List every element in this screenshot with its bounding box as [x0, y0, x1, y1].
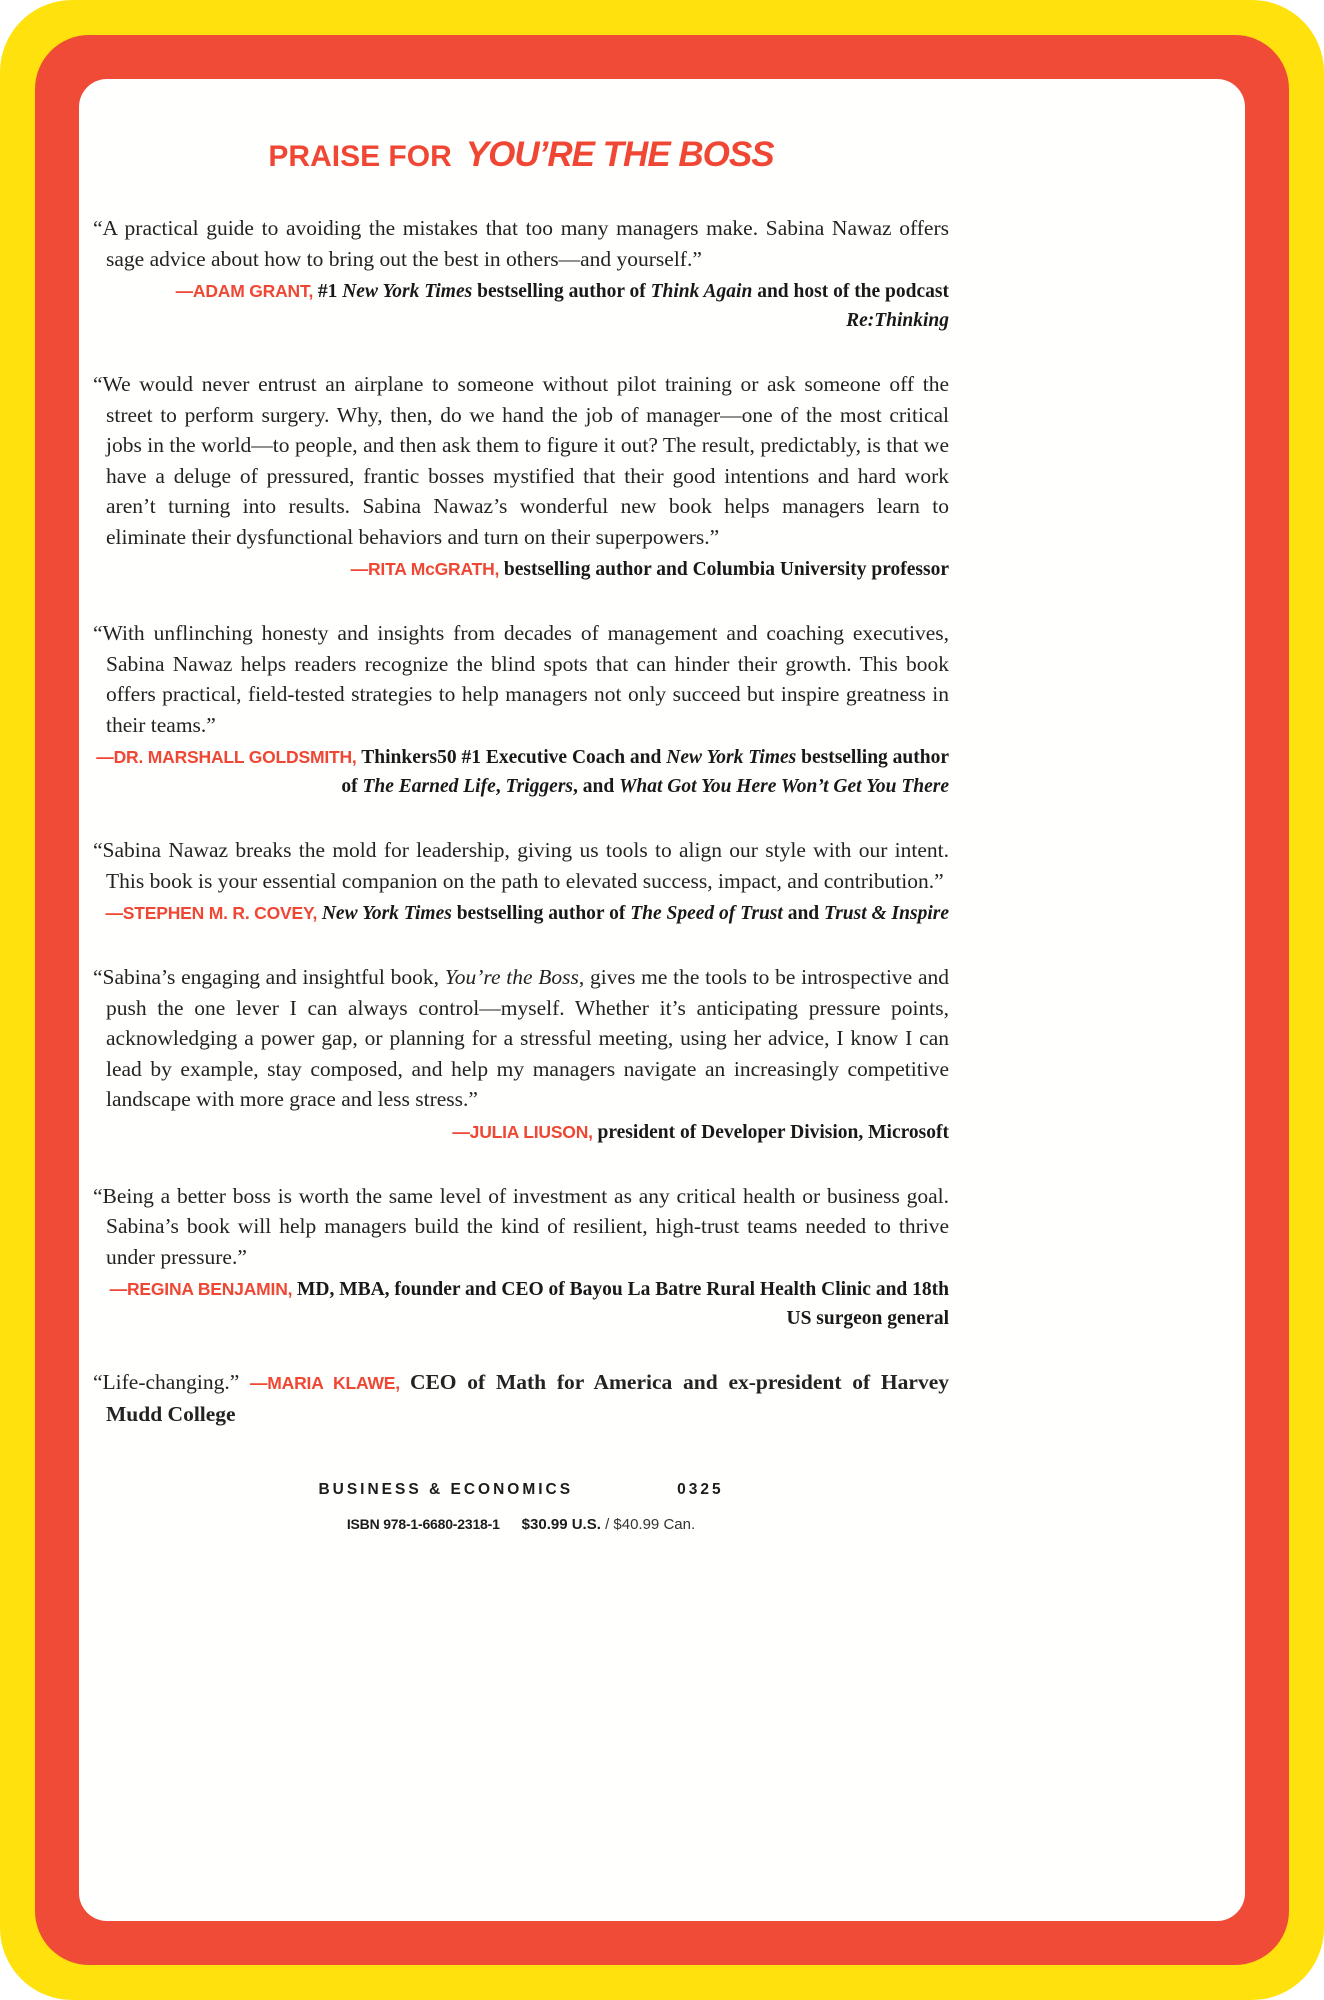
- footer-category-row: [93, 1481, 949, 1499]
- text-segment: New York Times: [666, 747, 797, 768]
- text-segment: Trust & Inspire: [824, 903, 949, 924]
- praise-blurb: [93, 835, 949, 928]
- blurb-list: [93, 213, 949, 1429]
- text-segment: “With unflinching honesty and insights from decades of management and coaching executives, Sabina Nawaz helps readers recognize the blind spots that can hinder their growth. This book offers practical, field-tested strategies to help managers not only succeed but inspire greatness in their teams.”: [93, 621, 949, 737]
- price-label: [522, 1516, 695, 1533]
- text-segment: CEO of Math for America and ex-president of Harvey Mudd College: [106, 1370, 949, 1426]
- text-segment: New York Times: [342, 281, 473, 302]
- text-segment: The Speed of Trust: [630, 903, 783, 924]
- text-segment: #1: [317, 281, 343, 302]
- praise-blurb: [93, 369, 949, 584]
- praise-content-column: [93, 135, 949, 1533]
- text-segment: New York Times: [321, 903, 452, 924]
- price-can: / $40.99 Can.: [605, 1516, 696, 1533]
- text-segment: and host of the podcast: [752, 281, 949, 302]
- isbn-label: ISBN 978-1-6680-2318-1: [346, 1516, 500, 1532]
- praise-blurb: [93, 213, 949, 335]
- quote-text: [93, 835, 949, 896]
- praise-blurb: [93, 962, 949, 1147]
- text-segment: —DR. MARSHALL GOLDSMITH,: [96, 747, 362, 767]
- cover-footer: [93, 1481, 949, 1533]
- text-segment: MD, MBA, founder and CEO of Bayou La Batre Rural Health Clinic and 18th US surgeon general: [296, 1279, 949, 1329]
- text-segment: —ADAM GRANT,: [175, 281, 318, 301]
- text-segment: —JULIA LIUSON,: [452, 1121, 598, 1142]
- quote-attribution: [93, 1118, 949, 1147]
- cover-red-border: [35, 35, 1289, 1965]
- quote-text: [93, 213, 949, 274]
- price-us: $30.99 U.S.: [521, 1516, 601, 1533]
- text-segment: The Earned Life: [362, 776, 496, 797]
- text-segment: , and: [573, 776, 620, 797]
- text-segment: —RITA McGRATH,: [350, 559, 504, 579]
- text-segment: —MARIA KLAWE,: [250, 1373, 410, 1393]
- category-label: BUSINESS & ECONOMICS: [318, 1481, 574, 1498]
- text-segment: “Being a better boss is worth the same level of investment as any critical health or business goal. Sabina’s book will help managers build the kind of resilient, high-trust teams needed to thrive under pressure.”: [93, 1183, 949, 1269]
- text-segment: Triggers: [505, 776, 573, 797]
- text-segment: “We would never entrust an airplane to someone without pilot training or ask someone off the street to perform surgery. Why, then, do we hand the job of manager—one of the most critical jobs in the world—to people, and then ask them to figure it out? The result, predictably, is that we have a deluge of pressured, frantic bosses mystified that their good intentions and hard work aren’t turning into results. Sabina Nawaz’s wonderful new book helps managers learn to eliminate their dysfunctional behaviors and turn on their superpowers.”: [93, 372, 949, 549]
- quote-attribution: [93, 277, 949, 335]
- text-segment: , gives me the tools to be introspective and push the one lever I can always control—myself. Whether it’s anticipating pressure points, acknowledging a power gap, or planning for a stressful meeting, using her advice, I know I can lead by example, stay composed, and help my managers navigate an increasingly competitive landscape with more grace and less stress.”: [106, 965, 950, 1111]
- text-segment: president of Developer Division, Microsoft: [597, 1121, 949, 1143]
- praise-blurb: [93, 618, 949, 801]
- text-segment: Think Again: [650, 281, 753, 302]
- text-segment: bestselling author of: [472, 281, 651, 302]
- text-segment: —STEPHEN M. R. COVEY,: [105, 903, 322, 923]
- quote-attribution: [93, 899, 949, 928]
- text-segment: “A practical guide to avoiding the mistakes that too many managers make. Sabina Nawaz offers sage advice about how to bring out the best in others—and yourself.”: [93, 216, 949, 271]
- text-segment: “Life-changing.”: [93, 1370, 250, 1394]
- praise-heading-prefix: PRAISE FOR: [268, 140, 452, 173]
- text-segment: and: [782, 903, 825, 924]
- quote-attribution: [93, 743, 949, 801]
- text-segment: bestselling author of: [451, 903, 631, 924]
- text-segment: Thinkers50 #1 Executive Coach and: [361, 747, 667, 768]
- quote-text: [93, 618, 949, 740]
- text-segment: What Got You Here Won’t Get You There: [619, 776, 949, 797]
- book-title: YOU’RE THE BOSS: [465, 135, 774, 174]
- praise-heading: [93, 135, 949, 175]
- back-cover-page: [79, 79, 1245, 1921]
- text-segment: ,: [495, 776, 506, 797]
- quote-attribution: [93, 1275, 949, 1333]
- text-segment: “Sabina’s engaging and insightful book,: [93, 965, 445, 989]
- quote-attribution: [93, 555, 949, 584]
- quote-text: [93, 1181, 949, 1273]
- text-segment: bestselling author and Columbia University professor: [503, 559, 949, 580]
- text-segment: bestselling author of: [341, 747, 949, 797]
- quote-text: [93, 369, 949, 552]
- text-segment: You’re the Boss: [444, 965, 579, 989]
- quote-text: [93, 1367, 949, 1429]
- praise-blurb: [93, 1367, 949, 1429]
- text-segment: “Sabina Nawaz breaks the mold for leadership, giving us tools to align our style with our intent. This book is your essential companion on the path to elevated success, impact, and contribution.”: [93, 838, 949, 893]
- print-code: 0325: [677, 1481, 724, 1498]
- text-segment: —REGINA BENJAMIN,: [109, 1279, 297, 1299]
- text-segment: Re:Thinking: [846, 310, 949, 331]
- quote-text: [93, 962, 949, 1115]
- praise-blurb: [93, 1181, 949, 1334]
- footer-isbn-row: [93, 1516, 949, 1533]
